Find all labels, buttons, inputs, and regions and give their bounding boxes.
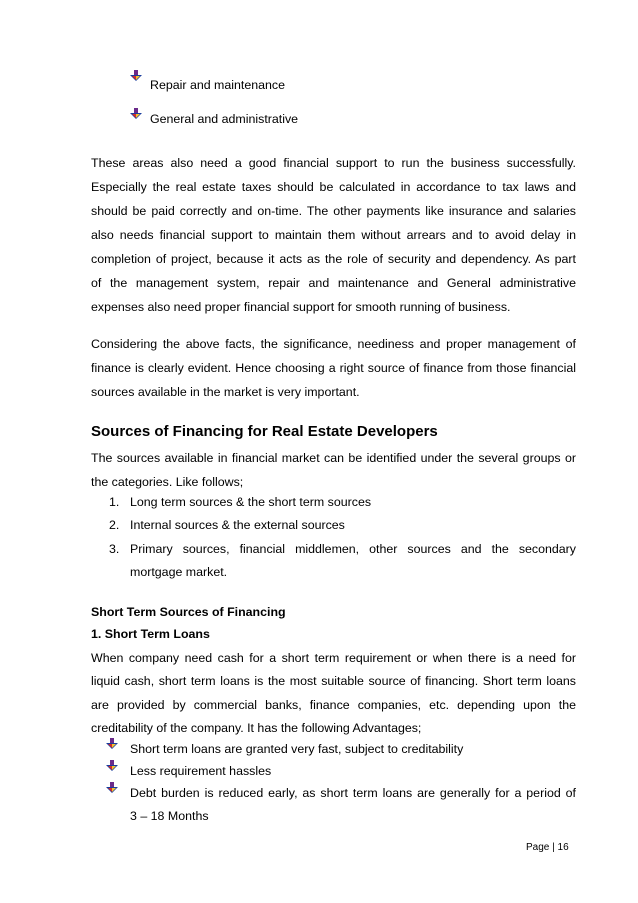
paragraph-line: should be paid correctly and on-time. The other payments like insurance and salaries <box>91 204 576 218</box>
paragraph-line: completion of project, because it acts as the role of security and dependency. As part <box>91 252 576 266</box>
paragraph-line: creditability of the company. It has the following Advantages; <box>91 721 422 735</box>
paragraph-line: The sources available in financial market can be identified under the several groups or <box>91 451 576 465</box>
subheading-short-term-loans: 1. Short Term Loans <box>91 627 210 641</box>
subheading-short-term-sources: Short Term Sources of Financing <box>91 605 286 619</box>
advantage-item: Short term loans are granted very fast, subject to creditability <box>130 742 464 756</box>
list-item: Primary sources, financial middlemen, other sources and the secondary <box>130 542 576 556</box>
list-number: 3. <box>109 542 120 556</box>
list-item: Long term sources & the short term sources <box>130 495 372 509</box>
paragraph-line: Especially the real estate taxes should be calculated in accordance to tax laws and <box>91 180 576 194</box>
paragraph-line: the categories. Like follows; <box>91 475 244 489</box>
page-number: Page | 16 <box>526 842 569 853</box>
paragraph-line: When company need cash for a short term requirement or when there is a need for <box>91 651 576 665</box>
arrow-bullet-icon <box>106 760 118 772</box>
list-number: 1. <box>109 495 120 509</box>
arrow-bullet-icon <box>106 782 118 794</box>
advantage-item: Debt burden is reduced early, as short term loans are generally for a period of <box>130 786 576 800</box>
paragraph-line: Considering the above facts, the significance, neediness and proper management of <box>91 337 576 351</box>
advantage-item-continuation: 3 – 18 Months <box>130 809 209 823</box>
paragraph-line: of the management system, repair and maintenance and General administrative <box>91 276 576 290</box>
arrow-bullet-icon <box>106 738 118 750</box>
paragraph-line: sources available in the market is very important. <box>91 385 360 399</box>
paragraph-line: expenses also need proper financial support for smooth running of business. <box>91 300 511 314</box>
list-item-continuation: mortgage market. <box>130 565 228 579</box>
list-number: 2. <box>109 518 120 532</box>
intro-bullet-text: General and administrative <box>150 112 299 126</box>
paragraph-line: are provided by commercial banks, finance companies, etc. depending upon the <box>91 698 576 712</box>
arrow-bullet-icon <box>130 108 142 120</box>
paragraph-line: liquid cash, short term loans is the most suitable source of financing. Short term loans <box>91 674 576 688</box>
intro-bullet-text: Repair and maintenance <box>150 78 286 92</box>
arrow-bullet-icon <box>130 70 142 82</box>
section-heading: Sources of Financing for Real Estate Developers <box>91 423 438 440</box>
paragraph-line: These areas also need a good financial support to run the business successfully. <box>91 156 576 170</box>
list-item: Internal sources & the external sources <box>130 518 345 532</box>
advantage-item: Less requirement hassles <box>130 764 272 778</box>
paragraph-line: also needs financial support to maintain them without arrears and to avoid delay in <box>91 228 576 242</box>
paragraph-line: finance is clearly evident. Hence choosing a right source of finance from those financial <box>91 361 576 375</box>
